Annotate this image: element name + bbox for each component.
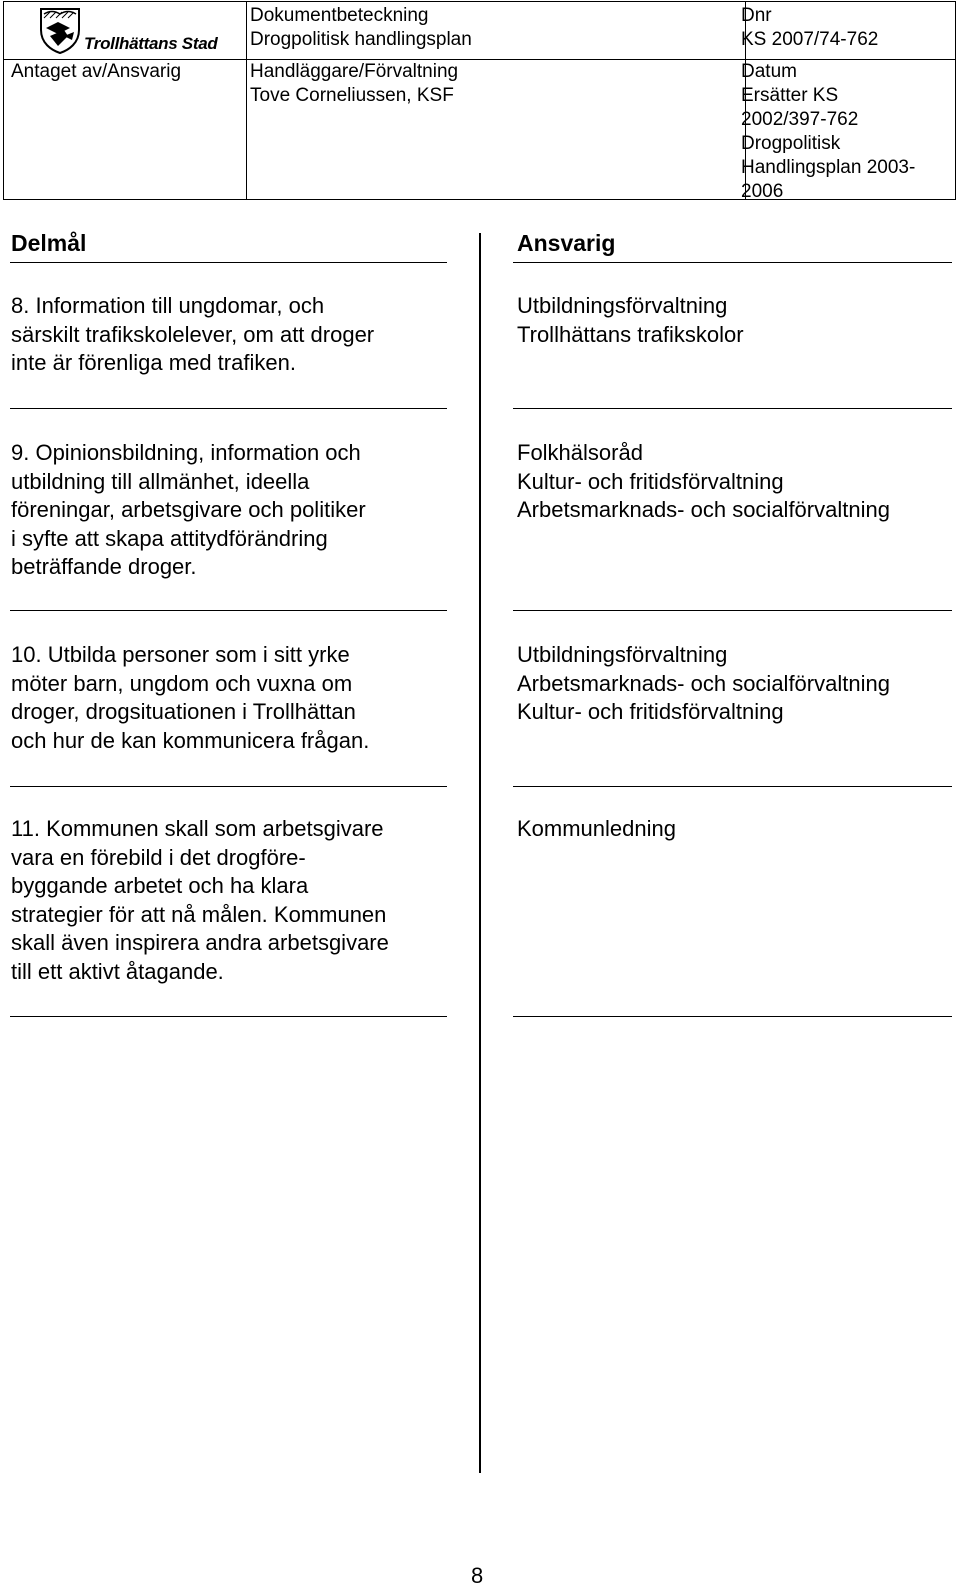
handler-value: Tove Corneliussen, KSF: [250, 85, 454, 106]
row-rule: [10, 408, 447, 409]
logo-wordmark: Trollhättans Stad: [84, 34, 218, 53]
date-value-line: Drogpolitisk: [741, 133, 841, 154]
trollhattan-logo: [38, 6, 248, 58]
document-label: Dokumentbeteckning: [250, 5, 429, 26]
row-rule: [513, 262, 952, 263]
column-heading-goal: Delmål: [11, 230, 87, 256]
dnr-value: KS 2007/74-762: [741, 29, 879, 50]
row-rule: [10, 610, 447, 611]
row-rule: [513, 786, 952, 787]
column-heading-responsible: Ansvarig: [517, 230, 616, 256]
coat-of-arms-icon: [38, 6, 82, 54]
dnr-label: Dnr: [741, 5, 772, 26]
row-rule: [10, 1016, 447, 1017]
page-number: 8: [471, 1563, 484, 1588]
responsible-cell: Folkhälsoråd Kultur- och fritidsförvaltning Arbetsmarknads- och socialförvaltning: [517, 440, 890, 522]
goal-cell: 10. Utbilda personer som i sitt yrke möter barn, ungdom och vuxna om droger, drogsituationen i Trollhättan och hur de kan kommunicera frågan.: [11, 642, 370, 753]
date-value-line: Handlingsplan 2003-: [741, 157, 916, 178]
document-header: [3, 1, 956, 200]
row-rule: [513, 610, 952, 611]
row-rule: [10, 786, 447, 787]
adopted-label: Antaget av/Ansvarig: [11, 61, 182, 82]
responsible-cell: Kommunledning: [517, 816, 676, 841]
date-value-line: Ersätter KS: [741, 85, 839, 106]
goal-cell: 9. Opinionsbildning, information och utbildning till allmänhet, ideella föreningar, arbetsgivare och politiker i syfte att skapa attitydförändring beträffande droger.: [11, 440, 366, 579]
row-rule: [513, 408, 952, 409]
date-value-line: 2006: [741, 181, 784, 202]
date-label: Datum: [741, 61, 797, 82]
row-rule: [513, 1016, 952, 1017]
goal-cell: 11. Kommunen skall som arbetsgivare vara en förebild i det drogföre- byggande arbetet och ha klara strategier för att nå målen. Kommunen skall även inspirera andra arbetsgivare till ett aktivt åtagande.: [11, 816, 389, 984]
row-rule: [10, 262, 447, 263]
column-divider: [479, 233, 481, 1473]
document-value: Drogpolitisk handlingsplan: [250, 29, 472, 50]
goal-cell: 8. Information till ungdomar, och särskilt trafikskolelever, om att droger inte är förenliga med trafiken.: [11, 293, 375, 375]
handler-label: Handläggare/Förvaltning: [250, 61, 459, 82]
date-value-line: 2002/397-762: [741, 109, 859, 130]
responsible-cell: Utbildningsförvaltning Trollhättans trafikskolor: [517, 293, 744, 347]
responsible-cell: Utbildningsförvaltning Arbetsmarknads- och socialförvaltning Kultur- och fritidsförvaltning: [517, 642, 890, 724]
